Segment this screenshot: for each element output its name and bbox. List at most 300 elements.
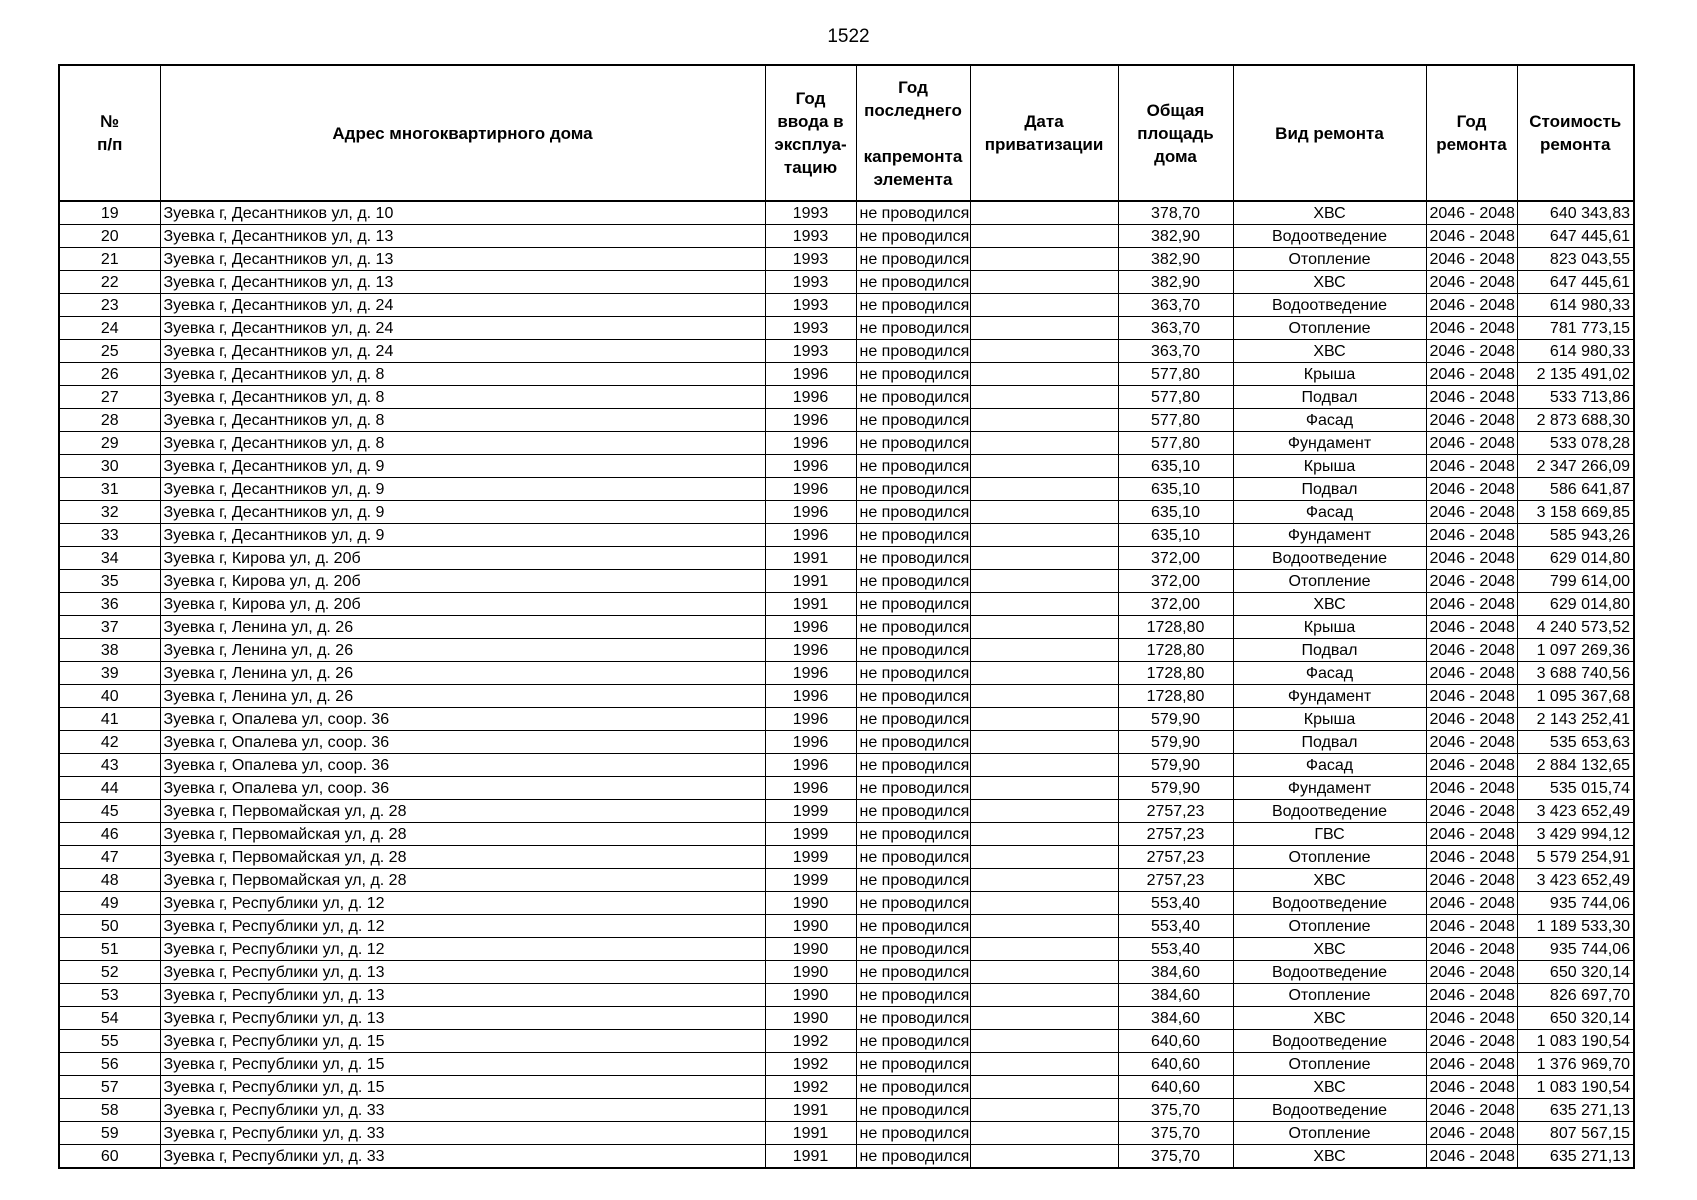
cell-address: Зуевка г, Республики ул, д. 12 xyxy=(160,938,765,961)
cell-cost: 585 943,26 xyxy=(1517,524,1634,547)
table-row xyxy=(59,984,1634,1007)
cell-repair-year: 2046 - 2048 xyxy=(1426,731,1517,754)
table-row xyxy=(59,593,1634,616)
table-row xyxy=(59,317,1634,340)
cell-area: 375,70 xyxy=(1118,1122,1233,1145)
cell-year-last-repair: не проводился xyxy=(856,800,970,823)
cell-year-last-repair: не проводился xyxy=(856,478,970,501)
table-row xyxy=(59,432,1634,455)
cell-area: 375,70 xyxy=(1118,1145,1233,1169)
cell-area: 635,10 xyxy=(1118,524,1233,547)
cell-year-last-repair: не проводился xyxy=(856,271,970,294)
table-header-row xyxy=(59,65,1634,201)
cell-area: 1728,80 xyxy=(1118,639,1233,662)
table-row xyxy=(59,1122,1634,1145)
cell-address: Зуевка г, Республики ул, д. 13 xyxy=(160,1007,765,1030)
cell-repair-year: 2046 - 2048 xyxy=(1426,386,1517,409)
cell-year-last-repair: не проводился xyxy=(856,823,970,846)
cell-privatization xyxy=(970,271,1118,294)
cell-repair-year: 2046 - 2048 xyxy=(1426,409,1517,432)
table-row xyxy=(59,754,1634,777)
cell-repair-year: 2046 - 2048 xyxy=(1426,478,1517,501)
cell-num: 56 xyxy=(59,1053,160,1076)
cell-area: 640,60 xyxy=(1118,1053,1233,1076)
cell-cost: 935 744,06 xyxy=(1517,892,1634,915)
cell-repair-type: Фасад xyxy=(1233,409,1426,432)
cell-year-commission: 1996 xyxy=(765,432,856,455)
cell-area: 640,60 xyxy=(1118,1030,1233,1053)
cell-address: Зуевка г, Первомайская ул, д. 28 xyxy=(160,846,765,869)
cell-num: 24 xyxy=(59,317,160,340)
cell-cost: 629 014,80 xyxy=(1517,593,1634,616)
cell-year-last-repair: не проводился xyxy=(856,639,970,662)
cell-repair-type: Фасад xyxy=(1233,754,1426,777)
cell-num: 53 xyxy=(59,984,160,1007)
cell-year-last-repair: не проводился xyxy=(856,1030,970,1053)
table-row xyxy=(59,409,1634,432)
cell-address: Зуевка г, Республики ул, д. 13 xyxy=(160,984,765,1007)
cell-num: 19 xyxy=(59,201,160,225)
cell-address: Зуевка г, Десантников ул, д. 24 xyxy=(160,317,765,340)
cell-year-last-repair: не проводился xyxy=(856,708,970,731)
cell-repair-year: 2046 - 2048 xyxy=(1426,984,1517,1007)
cell-repair-year: 2046 - 2048 xyxy=(1426,524,1517,547)
cell-year-commission: 1993 xyxy=(765,317,856,340)
cell-year-commission: 1993 xyxy=(765,271,856,294)
cell-year-commission: 1990 xyxy=(765,984,856,1007)
table-row xyxy=(59,1076,1634,1099)
cell-area: 375,70 xyxy=(1118,1099,1233,1122)
cell-repair-year: 2046 - 2048 xyxy=(1426,317,1517,340)
cell-repair-type: Подвал xyxy=(1233,478,1426,501)
cell-num: 44 xyxy=(59,777,160,800)
cell-num: 36 xyxy=(59,593,160,616)
cell-cost: 826 697,70 xyxy=(1517,984,1634,1007)
table-row xyxy=(59,892,1634,915)
cell-address: Зуевка г, Десантников ул, д. 8 xyxy=(160,386,765,409)
cell-repair-type: ГВС xyxy=(1233,823,1426,846)
cell-repair-type: Подвал xyxy=(1233,731,1426,754)
cell-privatization xyxy=(970,1076,1118,1099)
cell-repair-type: Водоотведение xyxy=(1233,225,1426,248)
table-row xyxy=(59,869,1634,892)
cell-repair-year: 2046 - 2048 xyxy=(1426,501,1517,524)
cell-year-commission: 1996 xyxy=(765,478,856,501)
cell-cost: 5 579 254,91 xyxy=(1517,846,1634,869)
cell-repair-type: Отопление xyxy=(1233,984,1426,1007)
cell-repair-year: 2046 - 2048 xyxy=(1426,823,1517,846)
cell-cost: 935 744,06 xyxy=(1517,938,1634,961)
cell-cost: 635 271,13 xyxy=(1517,1099,1634,1122)
cell-area: 384,60 xyxy=(1118,961,1233,984)
cell-repair-year: 2046 - 2048 xyxy=(1426,800,1517,823)
cell-year-commission: 1996 xyxy=(765,386,856,409)
cell-address: Зуевка г, Десантников ул, д. 8 xyxy=(160,363,765,386)
cell-repair-type: ХВС xyxy=(1233,1145,1426,1169)
cell-year-last-repair: не проводился xyxy=(856,593,970,616)
cell-num: 27 xyxy=(59,386,160,409)
cell-year-commission: 1991 xyxy=(765,1099,856,1122)
cell-year-commission: 1990 xyxy=(765,961,856,984)
header-privatization-text: Дата приватизации xyxy=(984,112,1104,154)
cell-area: 1728,80 xyxy=(1118,662,1233,685)
cell-privatization xyxy=(970,1053,1118,1076)
header-year-commission-text: Год ввода в эксплуа- тацию xyxy=(774,89,847,177)
cell-privatization xyxy=(970,478,1118,501)
cell-repair-year: 2046 - 2048 xyxy=(1426,938,1517,961)
cell-privatization xyxy=(970,340,1118,363)
cell-year-last-repair: не проводился xyxy=(856,869,970,892)
cell-year-commission: 1996 xyxy=(765,662,856,685)
cell-year-last-repair: не проводился xyxy=(856,317,970,340)
cell-repair-year: 2046 - 2048 xyxy=(1426,1030,1517,1053)
cell-area: 384,60 xyxy=(1118,984,1233,1007)
cell-cost: 586 641,87 xyxy=(1517,478,1634,501)
cell-area: 2757,23 xyxy=(1118,846,1233,869)
cell-year-last-repair: не проводился xyxy=(856,225,970,248)
cell-area: 2757,23 xyxy=(1118,800,1233,823)
cell-num: 25 xyxy=(59,340,160,363)
cell-year-commission: 1996 xyxy=(765,409,856,432)
cell-year-commission: 1992 xyxy=(765,1053,856,1076)
cell-cost: 4 240 573,52 xyxy=(1517,616,1634,639)
cell-address: Зуевка г, Десантников ул, д. 13 xyxy=(160,225,765,248)
cell-address: Зуевка г, Десантников ул, д. 8 xyxy=(160,432,765,455)
cell-year-last-repair: не проводился xyxy=(856,248,970,271)
cell-privatization xyxy=(970,593,1118,616)
header-repair-year-text: Год ремонта xyxy=(1436,112,1507,154)
cell-repair-type: Водоотведение xyxy=(1233,547,1426,570)
cell-privatization xyxy=(970,869,1118,892)
cell-year-commission: 1991 xyxy=(765,570,856,593)
table-row xyxy=(59,616,1634,639)
cell-privatization xyxy=(970,547,1118,570)
cell-area: 1728,80 xyxy=(1118,616,1233,639)
cell-cost: 781 773,15 xyxy=(1517,317,1634,340)
table-row xyxy=(59,938,1634,961)
cell-repair-year: 2046 - 2048 xyxy=(1426,294,1517,317)
cell-address: Зуевка г, Республики ул, д. 33 xyxy=(160,1145,765,1169)
header-area xyxy=(1118,65,1233,201)
header-year-last-repair xyxy=(856,65,970,201)
table-row xyxy=(59,271,1634,294)
cell-repair-type: Фасад xyxy=(1233,662,1426,685)
cell-year-commission: 1999 xyxy=(765,869,856,892)
cell-year-last-repair: не проводился xyxy=(856,547,970,570)
cell-repair-type: Водоотведение xyxy=(1233,1099,1426,1122)
table-row xyxy=(59,639,1634,662)
cell-address: Зуевка г, Десантников ул, д. 24 xyxy=(160,340,765,363)
cell-year-last-repair: не проводился xyxy=(856,777,970,800)
cell-year-commission: 1991 xyxy=(765,547,856,570)
cell-address: Зуевка г, Десантников ул, д. 9 xyxy=(160,524,765,547)
cell-address: Зуевка г, Республики ул, д. 13 xyxy=(160,961,765,984)
table-row xyxy=(59,386,1634,409)
cell-repair-year: 2046 - 2048 xyxy=(1426,363,1517,386)
cell-repair-year: 2046 - 2048 xyxy=(1426,754,1517,777)
cell-cost: 3 423 652,49 xyxy=(1517,800,1634,823)
cell-privatization xyxy=(970,570,1118,593)
cell-year-last-repair: не проводился xyxy=(856,363,970,386)
cell-repair-type: Фундамент xyxy=(1233,524,1426,547)
cell-cost: 647 445,61 xyxy=(1517,271,1634,294)
cell-year-last-repair: не проводился xyxy=(856,409,970,432)
table-row xyxy=(59,708,1634,731)
cell-privatization xyxy=(970,1145,1118,1169)
cell-repair-year: 2046 - 2048 xyxy=(1426,1099,1517,1122)
cell-area: 2757,23 xyxy=(1118,823,1233,846)
cell-num: 41 xyxy=(59,708,160,731)
cell-num: 48 xyxy=(59,869,160,892)
cell-address: Зуевка г, Республики ул, д. 15 xyxy=(160,1053,765,1076)
table-row xyxy=(59,570,1634,593)
cell-year-commission: 1996 xyxy=(765,616,856,639)
cell-area: 2757,23 xyxy=(1118,869,1233,892)
cell-num: 30 xyxy=(59,455,160,478)
cell-year-last-repair: не проводился xyxy=(856,984,970,1007)
cell-year-last-repair: не проводился xyxy=(856,1076,970,1099)
cell-num: 21 xyxy=(59,248,160,271)
cell-repair-type: ХВС xyxy=(1233,340,1426,363)
cell-num: 39 xyxy=(59,662,160,685)
cell-repair-type: Отопление xyxy=(1233,317,1426,340)
cell-num: 59 xyxy=(59,1122,160,1145)
cell-area: 363,70 xyxy=(1118,317,1233,340)
header-num-text: № п/п xyxy=(97,112,123,154)
cell-cost: 3 423 652,49 xyxy=(1517,869,1634,892)
table-row xyxy=(59,662,1634,685)
cell-year-commission: 1999 xyxy=(765,846,856,869)
cell-address: Зуевка г, Республики ул, д. 15 xyxy=(160,1076,765,1099)
cell-privatization xyxy=(970,248,1118,271)
cell-year-commission: 1992 xyxy=(765,1076,856,1099)
header-num xyxy=(59,65,160,201)
cell-privatization xyxy=(970,294,1118,317)
cell-cost: 1 376 969,70 xyxy=(1517,1053,1634,1076)
cell-repair-year: 2046 - 2048 xyxy=(1426,961,1517,984)
cell-year-last-repair: не проводился xyxy=(856,915,970,938)
cell-repair-type: Отопление xyxy=(1233,570,1426,593)
cell-repair-type: Отопление xyxy=(1233,846,1426,869)
cell-repair-type: Крыша xyxy=(1233,363,1426,386)
cell-privatization xyxy=(970,708,1118,731)
cell-cost: 533 078,28 xyxy=(1517,432,1634,455)
cell-area: 640,60 xyxy=(1118,1076,1233,1099)
header-cost xyxy=(1517,65,1634,201)
cell-repair-type: ХВС xyxy=(1233,1076,1426,1099)
cell-num: 26 xyxy=(59,363,160,386)
table-row xyxy=(59,1053,1634,1076)
cell-address: Зуевка г, Первомайская ул, д. 28 xyxy=(160,800,765,823)
cell-year-commission: 1990 xyxy=(765,1007,856,1030)
cell-year-commission: 1996 xyxy=(765,731,856,754)
cell-year-commission: 1993 xyxy=(765,225,856,248)
header-repair-year xyxy=(1426,65,1517,201)
cell-repair-year: 2046 - 2048 xyxy=(1426,1053,1517,1076)
table-row xyxy=(59,340,1634,363)
cell-num: 50 xyxy=(59,915,160,938)
cell-area: 372,00 xyxy=(1118,570,1233,593)
cell-repair-year: 2046 - 2048 xyxy=(1426,340,1517,363)
cell-repair-type: Водоотведение xyxy=(1233,892,1426,915)
cell-year-last-repair: не проводился xyxy=(856,662,970,685)
cell-repair-year: 2046 - 2048 xyxy=(1426,869,1517,892)
cell-repair-type: Фасад xyxy=(1233,501,1426,524)
table-row xyxy=(59,547,1634,570)
cell-address: Зуевка г, Ленина ул, д. 26 xyxy=(160,639,765,662)
cell-area: 363,70 xyxy=(1118,294,1233,317)
cell-repair-type: Отопление xyxy=(1233,1122,1426,1145)
cell-num: 58 xyxy=(59,1099,160,1122)
header-cost-text: Стоимость ремонта xyxy=(1529,112,1622,154)
table-row xyxy=(59,777,1634,800)
cell-address: Зуевка г, Десантников ул, д. 13 xyxy=(160,271,765,294)
cell-address: Зуевка г, Десантников ул, д. 9 xyxy=(160,478,765,501)
cell-area: 553,40 xyxy=(1118,915,1233,938)
cell-address: Зуевка г, Десантников ул, д. 9 xyxy=(160,455,765,478)
cell-repair-year: 2046 - 2048 xyxy=(1426,777,1517,800)
cell-repair-year: 2046 - 2048 xyxy=(1426,271,1517,294)
table-row xyxy=(59,685,1634,708)
cell-repair-year: 2046 - 2048 xyxy=(1426,1007,1517,1030)
cell-repair-type: Водоотведение xyxy=(1233,800,1426,823)
table-row xyxy=(59,201,1634,225)
cell-area: 382,90 xyxy=(1118,248,1233,271)
cell-privatization xyxy=(970,731,1118,754)
cell-cost: 3 688 740,56 xyxy=(1517,662,1634,685)
cell-privatization xyxy=(970,961,1118,984)
cell-repair-year: 2046 - 2048 xyxy=(1426,201,1517,225)
cell-year-last-repair: не проводился xyxy=(856,570,970,593)
cell-repair-year: 2046 - 2048 xyxy=(1426,639,1517,662)
cell-area: 363,70 xyxy=(1118,340,1233,363)
cell-cost: 1 097 269,36 xyxy=(1517,639,1634,662)
cell-privatization xyxy=(970,754,1118,777)
cell-cost: 629 014,80 xyxy=(1517,547,1634,570)
cell-repair-type: Отопление xyxy=(1233,248,1426,271)
cell-repair-type: Подвал xyxy=(1233,386,1426,409)
table-row xyxy=(59,248,1634,271)
cell-address: Зуевка г, Первомайская ул, д. 28 xyxy=(160,823,765,846)
cell-cost: 823 043,55 xyxy=(1517,248,1634,271)
cell-year-commission: 1991 xyxy=(765,593,856,616)
cell-year-commission: 1990 xyxy=(765,892,856,915)
cell-num: 43 xyxy=(59,754,160,777)
cell-address: Зуевка г, Опалева ул, соор. 36 xyxy=(160,731,765,754)
cell-year-last-repair: не проводился xyxy=(856,501,970,524)
table-row xyxy=(59,1007,1634,1030)
cell-year-last-repair: не проводился xyxy=(856,754,970,777)
cell-privatization xyxy=(970,455,1118,478)
cell-repair-year: 2046 - 2048 xyxy=(1426,846,1517,869)
cell-repair-year: 2046 - 2048 xyxy=(1426,547,1517,570)
header-address-text: Адрес многоквартирного дома xyxy=(332,123,593,143)
cell-area: 577,80 xyxy=(1118,363,1233,386)
header-repair-type xyxy=(1233,65,1426,201)
table-row xyxy=(59,455,1634,478)
cell-privatization xyxy=(970,685,1118,708)
cell-year-commission: 1996 xyxy=(765,524,856,547)
cell-repair-year: 2046 - 2048 xyxy=(1426,915,1517,938)
cell-area: 372,00 xyxy=(1118,547,1233,570)
cell-num: 35 xyxy=(59,570,160,593)
cell-num: 60 xyxy=(59,1145,160,1169)
cell-area: 577,80 xyxy=(1118,432,1233,455)
cell-address: Зуевка г, Десантников ул, д. 24 xyxy=(160,294,765,317)
cell-area: 579,90 xyxy=(1118,754,1233,777)
cell-num: 40 xyxy=(59,685,160,708)
table-row xyxy=(59,823,1634,846)
cell-cost: 2 143 252,41 xyxy=(1517,708,1634,731)
cell-repair-year: 2046 - 2048 xyxy=(1426,248,1517,271)
cell-privatization xyxy=(970,892,1118,915)
cell-address: Зуевка г, Опалева ул, соор. 36 xyxy=(160,708,765,731)
cell-area: 635,10 xyxy=(1118,501,1233,524)
cell-address: Зуевка г, Кирова ул, д. 20б xyxy=(160,593,765,616)
cell-area: 579,90 xyxy=(1118,777,1233,800)
cell-cost: 2 135 491,02 xyxy=(1517,363,1634,386)
cell-cost: 635 271,13 xyxy=(1517,1145,1634,1169)
cell-privatization xyxy=(970,800,1118,823)
cell-area: 635,10 xyxy=(1118,455,1233,478)
cell-address: Зуевка г, Республики ул, д. 33 xyxy=(160,1122,765,1145)
cell-privatization xyxy=(970,201,1118,225)
cell-cost: 2 347 266,09 xyxy=(1517,455,1634,478)
table-row xyxy=(59,1030,1634,1053)
cell-num: 28 xyxy=(59,409,160,432)
table-row xyxy=(59,524,1634,547)
cell-privatization xyxy=(970,938,1118,961)
cell-num: 47 xyxy=(59,846,160,869)
cell-repair-year: 2046 - 2048 xyxy=(1426,455,1517,478)
cell-year-commission: 1996 xyxy=(765,363,856,386)
header-year-commission xyxy=(765,65,856,201)
page-number: 1522 xyxy=(827,26,870,47)
cell-address: Зуевка г, Опалева ул, соор. 36 xyxy=(160,754,765,777)
cell-address: Зуевка г, Ленина ул, д. 26 xyxy=(160,685,765,708)
cell-address: Зуевка г, Республики ул, д. 15 xyxy=(160,1030,765,1053)
cell-year-last-repair: не проводился xyxy=(856,938,970,961)
cell-area: 382,90 xyxy=(1118,225,1233,248)
cell-repair-type: Крыша xyxy=(1233,708,1426,731)
cell-year-last-repair: не проводился xyxy=(856,846,970,869)
cell-year-commission: 1990 xyxy=(765,915,856,938)
cell-num: 38 xyxy=(59,639,160,662)
cell-repair-type: Водоотведение xyxy=(1233,294,1426,317)
cell-privatization xyxy=(970,501,1118,524)
cell-repair-year: 2046 - 2048 xyxy=(1426,593,1517,616)
cell-num: 42 xyxy=(59,731,160,754)
cell-num: 45 xyxy=(59,800,160,823)
cell-privatization xyxy=(970,432,1118,455)
cell-repair-year: 2046 - 2048 xyxy=(1426,1076,1517,1099)
cell-address: Зуевка г, Ленина ул, д. 26 xyxy=(160,616,765,639)
cell-cost: 640 343,83 xyxy=(1517,201,1634,225)
header-area-text: Общая площадь дома xyxy=(1137,100,1214,166)
cell-repair-type: ХВС xyxy=(1233,1007,1426,1030)
cell-privatization xyxy=(970,662,1118,685)
cell-year-commission: 1996 xyxy=(765,501,856,524)
cell-year-last-repair: не проводился xyxy=(856,294,970,317)
cell-cost: 1 083 190,54 xyxy=(1517,1076,1634,1099)
cell-privatization xyxy=(970,317,1118,340)
cell-area: 553,40 xyxy=(1118,892,1233,915)
cell-cost: 650 320,14 xyxy=(1517,961,1634,984)
cell-year-last-repair: не проводился xyxy=(856,455,970,478)
cell-area: 382,90 xyxy=(1118,271,1233,294)
cell-cost: 614 980,33 xyxy=(1517,294,1634,317)
cell-repair-year: 2046 - 2048 xyxy=(1426,570,1517,593)
